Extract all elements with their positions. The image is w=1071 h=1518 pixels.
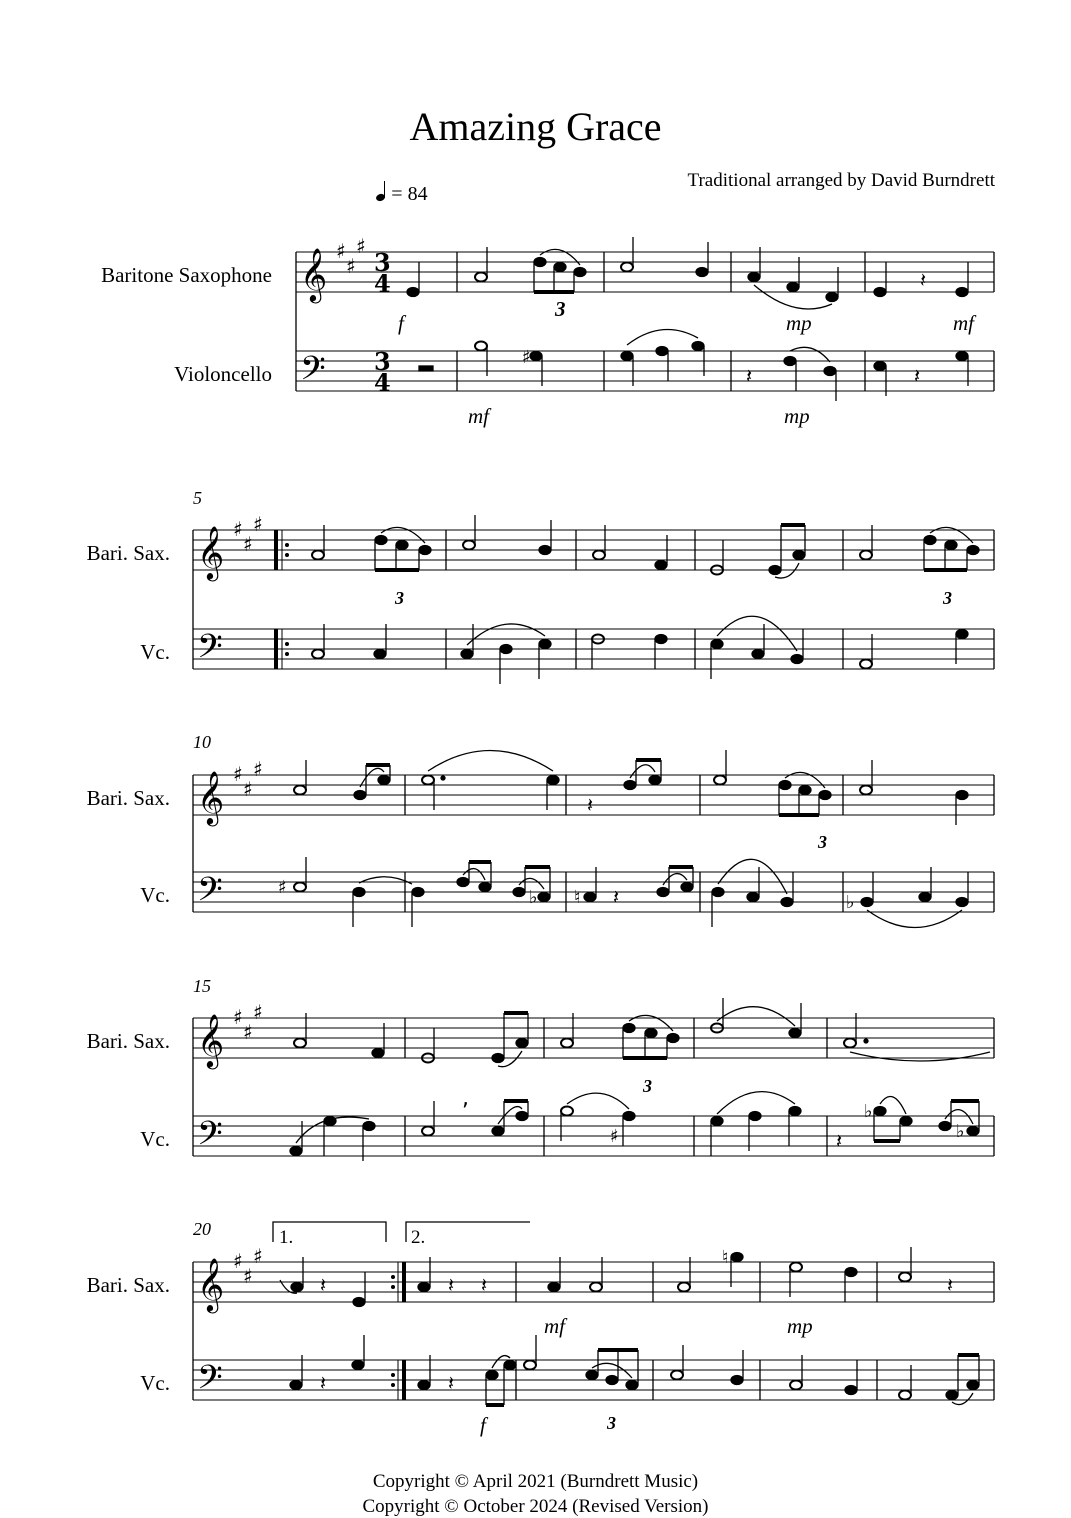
svg-text:4: 4	[374, 269, 391, 298]
rests-sax	[320, 1273, 953, 1297]
svg-text:♯: ♯	[278, 877, 287, 898]
svg-text:♯: ♯	[243, 1264, 253, 1288]
system-3	[87, 732, 994, 928]
instrument-name-sax: Bari. Sax.	[86, 1273, 170, 1297]
key-signature-sax	[233, 512, 263, 556]
barlines	[193, 775, 994, 912]
bass-clef-icon: 𝄢	[197, 628, 223, 674]
svg-text:♮: ♮	[574, 887, 581, 908]
system-5	[87, 1219, 994, 1437]
breath-mark-icon: ,	[462, 1086, 469, 1111]
sharp-icon: ♯	[522, 347, 531, 368]
key-signature-sax	[233, 1000, 263, 1044]
time-signature-cello	[374, 347, 391, 397]
instrument-name-cello: Vc.	[140, 640, 170, 664]
tuplet-number: 3	[643, 1076, 652, 1096]
svg-text:𝄽: 𝄽	[914, 364, 921, 388]
instrument-name-cello: Vc.	[140, 1371, 170, 1395]
measure-number: 20	[193, 1219, 211, 1239]
measure-number: 15	[193, 976, 211, 996]
instrument-name-sax: Bari. Sax.	[86, 1029, 170, 1053]
svg-text:♭: ♭	[956, 1121, 965, 1142]
notes-sax	[312, 515, 979, 575]
svg-text:𝄽: 𝄽	[746, 364, 753, 388]
ending-2: 2.	[411, 1227, 426, 1248]
staff-cello	[296, 351, 994, 391]
svg-text:♯: ♯	[233, 762, 243, 786]
dynamic-mark: f	[480, 1413, 486, 1437]
svg-text:♭: ♭	[529, 887, 538, 908]
notes-cello	[312, 624, 968, 684]
ending-1: 1.	[279, 1227, 294, 1248]
svg-text:𝄽: 𝄽	[947, 1273, 954, 1297]
key-signature-sax	[233, 1244, 263, 1288]
treble-clef-icon: 𝄞	[197, 770, 225, 824]
measure-number: 5	[193, 488, 202, 508]
staff-sax	[193, 775, 994, 815]
dynamic-mark: mf	[953, 311, 974, 335]
copyright-line-2: Copyright © October 2024 (Revised Version)	[362, 1496, 709, 1517]
notes-sax	[294, 998, 868, 1063]
key-signature-sax	[336, 234, 366, 278]
svg-text:3: 3	[374, 347, 391, 376]
instrument-name-sax: Bari. Sax.	[86, 541, 170, 565]
treble-clef-icon: 𝄞	[300, 247, 328, 301]
svg-text:𝄽: 𝄽	[481, 1273, 488, 1297]
svg-text:𝄽: 𝄽	[320, 1273, 327, 1297]
dynamic-mark: mf	[468, 404, 489, 428]
staff-sax	[296, 252, 994, 292]
natural-icon: ♮	[722, 1247, 729, 1268]
system-4	[87, 976, 994, 1161]
tuplet-number: 3	[818, 832, 827, 852]
svg-text:𝄽: 𝄽	[448, 1273, 455, 1297]
instrument-name-cello: Violoncello	[174, 362, 272, 386]
rests-cello	[320, 1371, 454, 1395]
slurs	[360, 751, 825, 789]
svg-text:𝄽: 𝄽	[448, 1371, 455, 1395]
svg-text:♯: ♯	[233, 1249, 243, 1273]
measure-number: 10	[193, 732, 211, 752]
svg-text:𝄽: 𝄽	[320, 1371, 327, 1395]
dynamic-mark: mf	[544, 1314, 565, 1338]
quarter-rest-icon: 𝄽	[920, 268, 927, 292]
quarter-rest-icon: 𝄽	[836, 1129, 843, 1153]
bass-clef-icon: 𝄢	[197, 1359, 223, 1405]
svg-text:♭: ♭	[846, 892, 855, 913]
dynamic-mark: mp	[786, 311, 812, 335]
tuplets	[394, 588, 952, 608]
copyright-line-1: Copyright © April 2021 (Burndrett Music)	[372, 1471, 699, 1492]
instrument-name-sax: Bari. Sax.	[86, 786, 170, 810]
instrument-name-sax: Baritone Saxophone	[101, 263, 272, 287]
svg-text:♭: ♭	[864, 1101, 873, 1122]
repeat-end	[391, 1262, 406, 1400]
svg-text:♯: ♯	[233, 517, 243, 541]
time-signature-sax	[374, 248, 391, 298]
quarter-rest-icon: 𝄽	[613, 885, 620, 909]
composer-credit: Traditional arranged by David Burndrett	[687, 170, 995, 191]
svg-text:3: 3	[374, 248, 391, 277]
staff-cello	[193, 872, 994, 912]
tempo-value: = 84	[391, 183, 428, 205]
system-2	[87, 488, 994, 684]
notes-cello	[290, 1101, 979, 1161]
notes-sax	[291, 1247, 911, 1307]
instrument-name-cello: Vc.	[140, 1127, 170, 1151]
volta-brackets	[273, 1222, 530, 1242]
slur	[627, 329, 698, 345]
bass-clef-icon: 𝄢	[197, 871, 223, 917]
dynamic-mark: mp	[787, 1314, 813, 1338]
svg-text:♯: ♯	[233, 1005, 243, 1029]
svg-text:♯: ♯	[610, 1126, 619, 1147]
svg-text:♯: ♯	[243, 777, 253, 801]
treble-clef-icon: 𝄞	[197, 525, 225, 579]
barlines	[193, 530, 994, 669]
svg-text:♯: ♯	[253, 757, 263, 781]
svg-text:♯: ♯	[346, 254, 356, 278]
system-1	[101, 234, 994, 428]
slurs	[467, 616, 797, 651]
staff-sax	[193, 1018, 994, 1058]
svg-text:♯: ♯	[356, 234, 366, 258]
page-title: Amazing Grace	[409, 104, 662, 149]
dynamic-mark: mp	[784, 404, 810, 428]
svg-text:4: 4	[374, 368, 391, 397]
svg-text:♯: ♯	[243, 532, 253, 556]
svg-text:♯: ♯	[336, 239, 346, 263]
repeat-start	[274, 530, 289, 669]
svg-text:♯: ♯	[253, 512, 263, 536]
tuplet-number: 3	[607, 1413, 616, 1433]
svg-text:♯: ♯	[253, 1000, 263, 1024]
svg-text:3: 3	[395, 588, 404, 608]
notes-sax	[294, 750, 968, 825]
svg-text:3: 3	[943, 588, 952, 608]
staff-sax	[193, 530, 994, 570]
svg-text:♯: ♯	[253, 1244, 263, 1268]
bass-clef-icon: 𝄢	[300, 350, 326, 396]
dynamic-mark: f	[398, 311, 404, 335]
instrument-name-cello: Vc.	[140, 883, 170, 907]
svg-text:♯: ♯	[243, 1020, 253, 1044]
treble-clef-icon: 𝄞	[197, 1257, 225, 1311]
quarter-rest-icon: 𝄽	[587, 793, 594, 817]
tuplet-number: 3	[555, 297, 566, 321]
key-signature-sax	[233, 757, 263, 801]
treble-clef-icon: 𝄞	[197, 1013, 225, 1067]
bass-clef-icon: 𝄢	[197, 1115, 223, 1161]
